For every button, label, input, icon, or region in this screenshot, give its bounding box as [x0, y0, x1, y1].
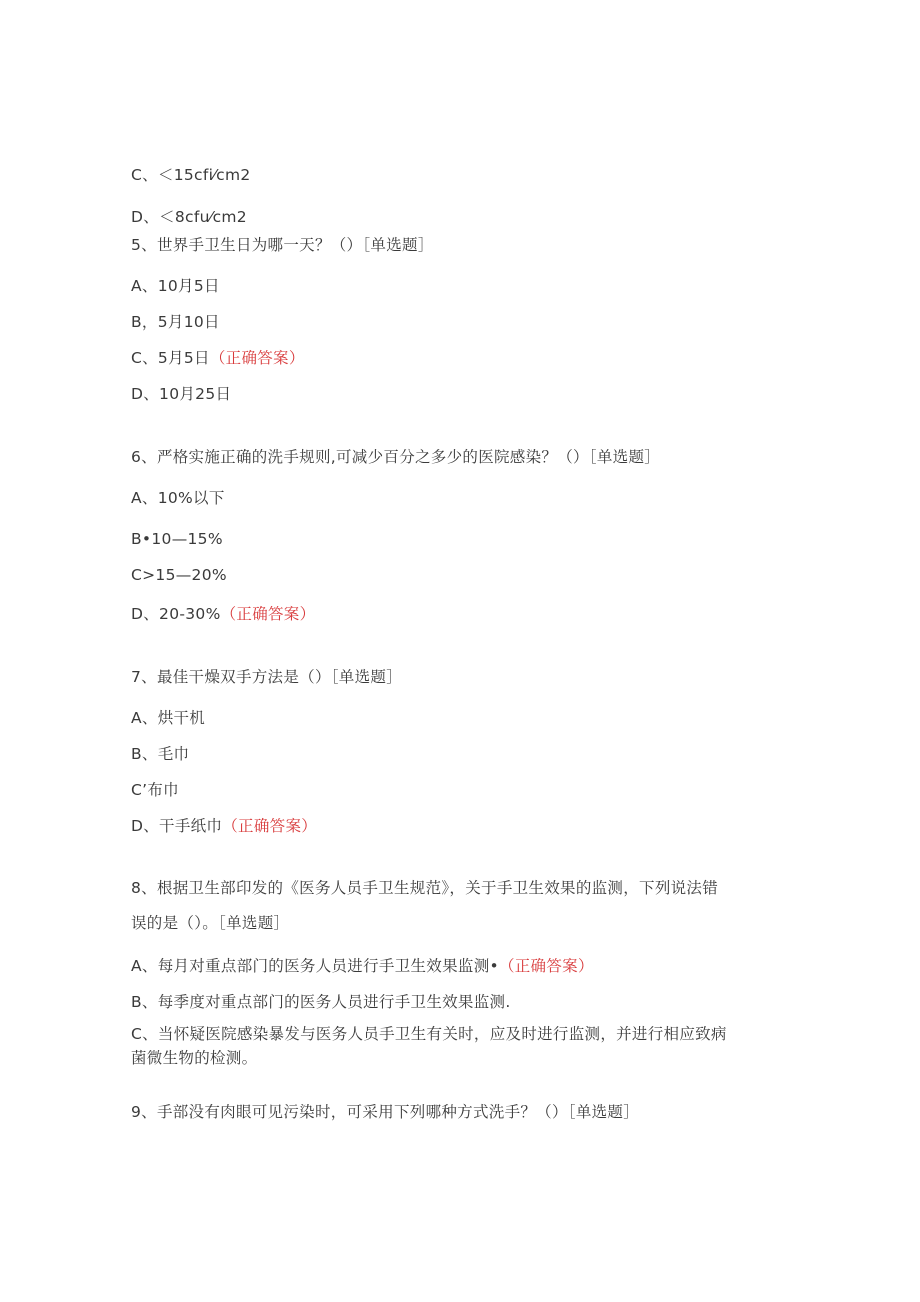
text-line	[131, 913, 289, 933]
text-line	[131, 384, 231, 404]
line-text: 菌微生物的检测。	[131, 1049, 258, 1067]
text-line	[131, 744, 189, 764]
line-text: D、干手纸巾	[131, 817, 223, 835]
line-text: D、10月25日	[131, 385, 232, 403]
line-text: A、10%以下	[131, 489, 225, 507]
correct-answer-mark: （正确答案）	[498, 957, 594, 975]
text-line	[131, 1024, 727, 1044]
text-line	[131, 816, 317, 836]
text-line	[131, 447, 660, 467]
line-text: 8、根据卫生部印发的《医务人员手卫生规范》，关于手卫生效果的监测，下列说法错	[131, 879, 719, 897]
text-line	[131, 165, 251, 185]
line-text: B，5月10日	[131, 313, 220, 331]
correct-answer-mark: （正确答案）	[222, 817, 318, 835]
text-line	[131, 348, 305, 368]
line-text: C、＜15cfi⁄cm2	[131, 166, 251, 184]
text-line	[131, 1048, 257, 1068]
line-text: C、当怀疑医院感染暴发与医务人员手卫生有关时，应及时进行监测，并进行相应致病	[131, 1025, 727, 1043]
line-text: 7、最佳干燥双手方法是（）［单选题］	[131, 668, 403, 686]
line-text: B、毛巾	[131, 745, 190, 763]
line-text: 6、严格实施正确的洗手规则,可减少百分之多少的医院感染？（）［单选题］	[131, 448, 661, 466]
line-text: B•10—15%	[131, 530, 223, 548]
text-line	[131, 780, 179, 800]
line-text: D、＜8cfu⁄cm2	[131, 208, 247, 226]
text-line	[131, 565, 227, 585]
text-line	[131, 529, 223, 549]
line-text: A、烘干机	[131, 709, 206, 727]
text-line	[131, 708, 205, 728]
line-text: 9、手部没有肉眼可见污染时，可采用下列哪种方式洗手？（）［单选题］	[131, 1103, 640, 1121]
correct-answer-mark: （正确答案）	[209, 349, 305, 367]
correct-answer-mark: （正确答案）	[220, 605, 316, 623]
line-text: D、20-30%	[131, 605, 221, 623]
line-text: C、5月5日	[131, 349, 210, 367]
text-line	[131, 878, 718, 898]
text-line	[131, 604, 315, 624]
text-line	[131, 235, 434, 255]
line-text: 误的是（）。［单选题］	[131, 914, 290, 932]
line-text: A、10月5日	[131, 277, 220, 295]
line-text: A、每月对重点部门的医务人员进行手卫生效果监测•	[131, 957, 499, 975]
line-text: C’布巾	[131, 781, 179, 799]
text-line	[131, 667, 402, 687]
line-text: 5、世界手卫生日为哪一天？（）［单选题］	[131, 236, 434, 254]
text-line	[131, 956, 594, 976]
text-line	[131, 207, 247, 227]
text-line	[131, 1102, 639, 1122]
line-text: C>15—20%	[131, 566, 227, 584]
text-line	[131, 312, 220, 332]
text-line	[131, 276, 220, 296]
text-line	[131, 488, 225, 508]
text-line	[131, 992, 511, 1012]
line-text: B、每季度对重点部门的医务人员进行手卫生效果监测.	[131, 993, 511, 1011]
